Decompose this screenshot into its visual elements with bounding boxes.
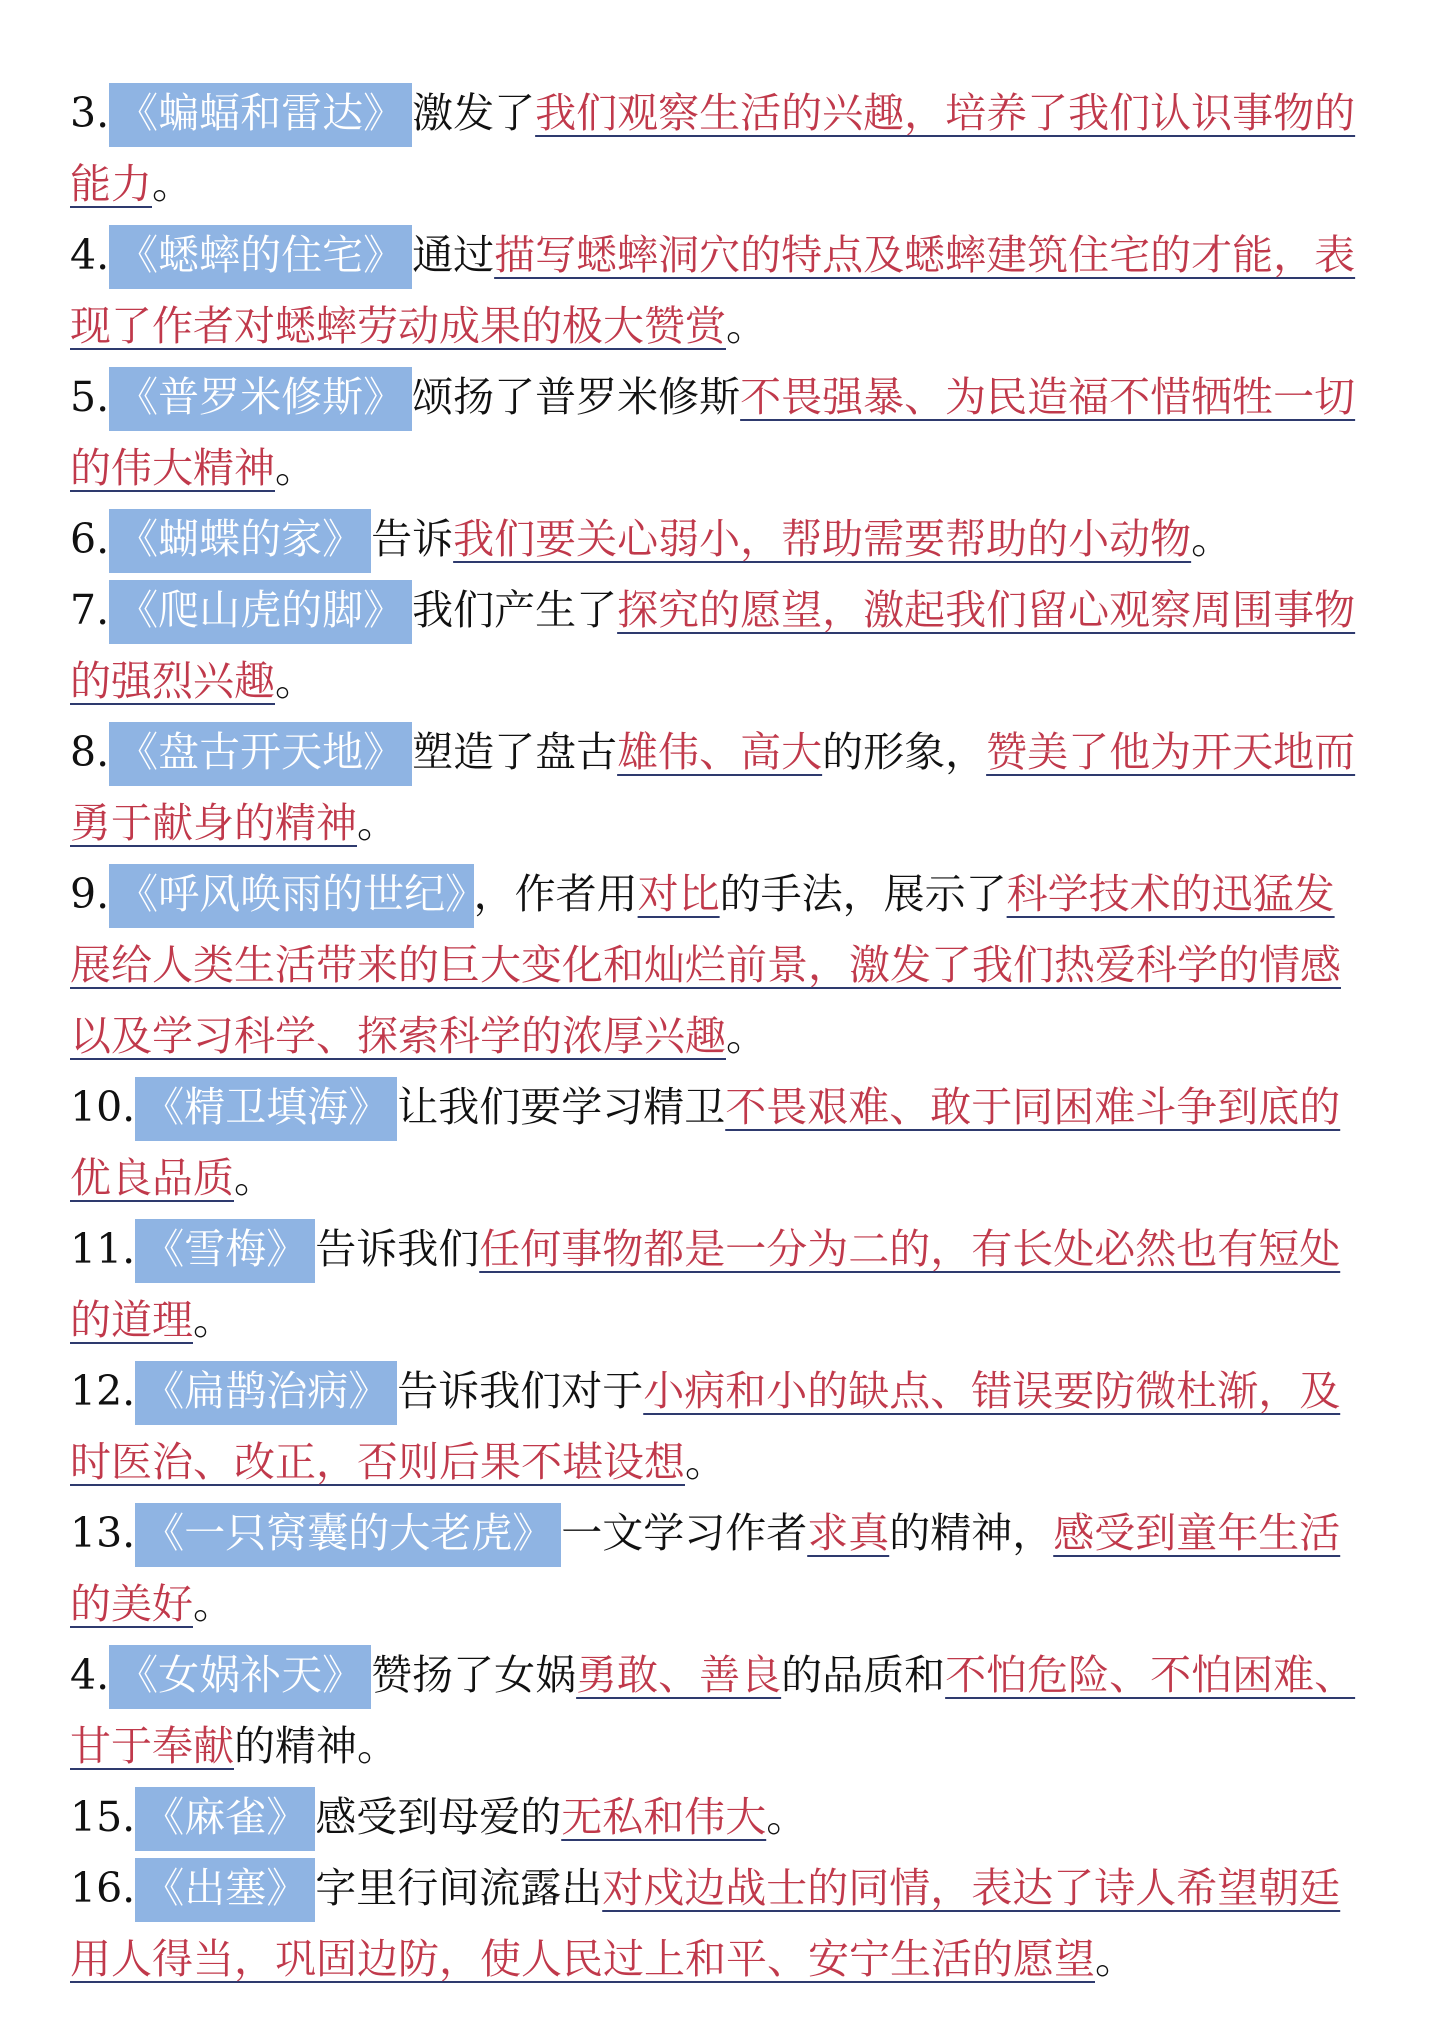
answer-text: 勇敢、善良: [576, 1651, 782, 1699]
entry-number: 16.: [70, 1864, 136, 1912]
body-text: 。: [234, 1154, 275, 1202]
entry-number: 15.: [70, 1793, 136, 1841]
answer-text: 不畏艰难、敢于同困难斗争到底的优良品质: [70, 1083, 1341, 1202]
answer-text: 探究的愿望，激起我们留心观察周围事物的强烈兴趣: [70, 586, 1356, 705]
answer-text: 对比: [637, 870, 720, 918]
body-text: 赞扬了女娲: [371, 1651, 577, 1699]
body-text: 。: [1191, 515, 1233, 563]
body-text: 。: [357, 799, 398, 847]
body-text: 。: [726, 302, 767, 350]
body-text: 告诉我们对于: [397, 1367, 644, 1415]
answer-text: 不怕危险、不怕困难、甘于奉献: [70, 1651, 1356, 1770]
body-text: 告诉我们: [315, 1225, 480, 1273]
answer-text: 我们观察生活的兴趣，培养了我们认识事物的能力: [70, 89, 1356, 208]
answer-text: 求真: [807, 1509, 890, 1557]
entry-item: [70, 1356, 1375, 1498]
entry-item: [70, 1640, 1375, 1782]
answer-text: 不畏强暴、为民造福不惜牺牲一切的伟大精神: [70, 373, 1356, 492]
entry-title: 《呼风唤雨的世纪》: [109, 864, 474, 928]
entry-title: 《雪梅》: [135, 1219, 315, 1283]
entry-number: 7.: [70, 586, 110, 634]
answer-text: 小病和小的缺点、错误要防微杜渐，及时医治、改正，否则后果不堪设想: [70, 1367, 1341, 1486]
body-text: 。: [275, 657, 316, 705]
body-text: 通过: [412, 231, 495, 279]
entry-item: [70, 504, 1375, 575]
answer-text: 任何事物都是一分为二的，有长处必然也有短处的道理: [70, 1225, 1341, 1344]
answer-text: 描写蟋蟀洞穴的特点及蟋蟀建筑住宅的才能，表现了作者对蟋蟀劳动成果的极大赞赏: [70, 231, 1356, 350]
entry-number: 8.: [70, 728, 110, 776]
body-text: 告诉: [371, 515, 454, 563]
answer-text: 对戍边战士的同情，表达了诗人希望朝廷用人得当，巩固边防，使人民过上和平、安宁生活的愿望: [70, 1864, 1341, 1983]
entry-number: 4.: [70, 231, 110, 279]
entry-item: [70, 1498, 1375, 1640]
entry-number: 5.: [70, 373, 110, 421]
answer-text: 科学技术的迅猛发展给人类生活带来的巨大变化和灿烂前景，激发了我们热爱科学的情感以及学习科学、探索科学的浓厚兴趣: [70, 870, 1341, 1060]
body-text: 颂扬了普罗米修斯: [412, 373, 741, 421]
entry-title: 《出塞》: [135, 1858, 315, 1922]
answer-text: 我们要关心弱小，帮助需要帮助的小动物: [453, 515, 1192, 563]
entry-number: 10.: [70, 1083, 136, 1131]
entry-title: 《爬山虎的脚》: [109, 580, 412, 644]
entry-item: [70, 859, 1375, 1072]
entry-item: [70, 78, 1375, 220]
body-text: 。: [152, 160, 193, 208]
body-text: 。: [193, 1296, 234, 1344]
answer-text: 感受到童年生活的美好: [70, 1509, 1341, 1628]
entry-number: 6.: [70, 515, 110, 563]
body-text: 的形象，: [822, 728, 987, 776]
answer-text: 雄伟、高大: [617, 728, 823, 776]
body-text: 感受到母爱的: [315, 1793, 562, 1841]
entry-number: 4.: [70, 1651, 110, 1699]
entry-item: [70, 362, 1375, 504]
body-text: 的精神，: [889, 1509, 1054, 1557]
answer-text: 赞美了他为开天地而勇于献身的精神: [70, 728, 1356, 847]
body-text: ，作者用: [473, 870, 638, 918]
entry-title: 《盘古开天地》: [109, 722, 412, 786]
body-text: 。: [275, 444, 316, 492]
entry-title: 《精卫填海》: [135, 1077, 397, 1141]
body-text: 我们产生了: [412, 586, 618, 634]
body-text: 的精神。: [234, 1722, 398, 1770]
answer-text: 无私和伟大: [561, 1793, 767, 1841]
entry-title: 《蟋蟀的住宅》: [109, 225, 412, 289]
entry-item: [70, 575, 1375, 717]
body-text: 。: [685, 1438, 726, 1486]
body-text: 的手法，展示了: [719, 870, 1007, 918]
entry-number: 12.: [70, 1367, 136, 1415]
entry-number: 13.: [70, 1509, 136, 1557]
entries-list: [70, 78, 1375, 1995]
body-text: 。: [766, 1793, 808, 1841]
entry-title: 《普罗米修斯》: [109, 367, 412, 431]
body-text: 字里行间流露出: [315, 1864, 603, 1912]
entry-number: 3.: [70, 89, 110, 137]
body-text: 一文学习作者: [561, 1509, 808, 1557]
entry-title: 《蝙蝠和雷达》: [109, 83, 412, 147]
body-text: 。: [193, 1580, 234, 1628]
entry-title: 《一只窝囊的大老虎》: [135, 1503, 561, 1567]
entry-item: [70, 220, 1375, 362]
entry-title: 《女娲补天》: [109, 1645, 371, 1709]
entry-number: 9.: [70, 870, 110, 918]
entry-item: [70, 1214, 1375, 1356]
body-text: 。: [726, 1012, 767, 1060]
entry-item: [70, 1782, 1375, 1853]
entry-title: 《蝴蝶的家》: [109, 509, 371, 573]
body-text: 塑造了盘古: [412, 728, 618, 776]
body-text: 。: [1095, 1935, 1136, 1983]
entry-title: 《扁鹊治病》: [135, 1361, 397, 1425]
body-text: 激发了: [412, 89, 536, 137]
entry-item: [70, 1072, 1375, 1214]
entry-item: [70, 717, 1375, 859]
body-text: 的品质和: [781, 1651, 946, 1699]
entry-item: [70, 1853, 1375, 1995]
body-text: 让我们要学习精卫: [397, 1083, 726, 1131]
entry-title: 《麻雀》: [135, 1787, 315, 1851]
entry-number: 11.: [70, 1225, 136, 1273]
